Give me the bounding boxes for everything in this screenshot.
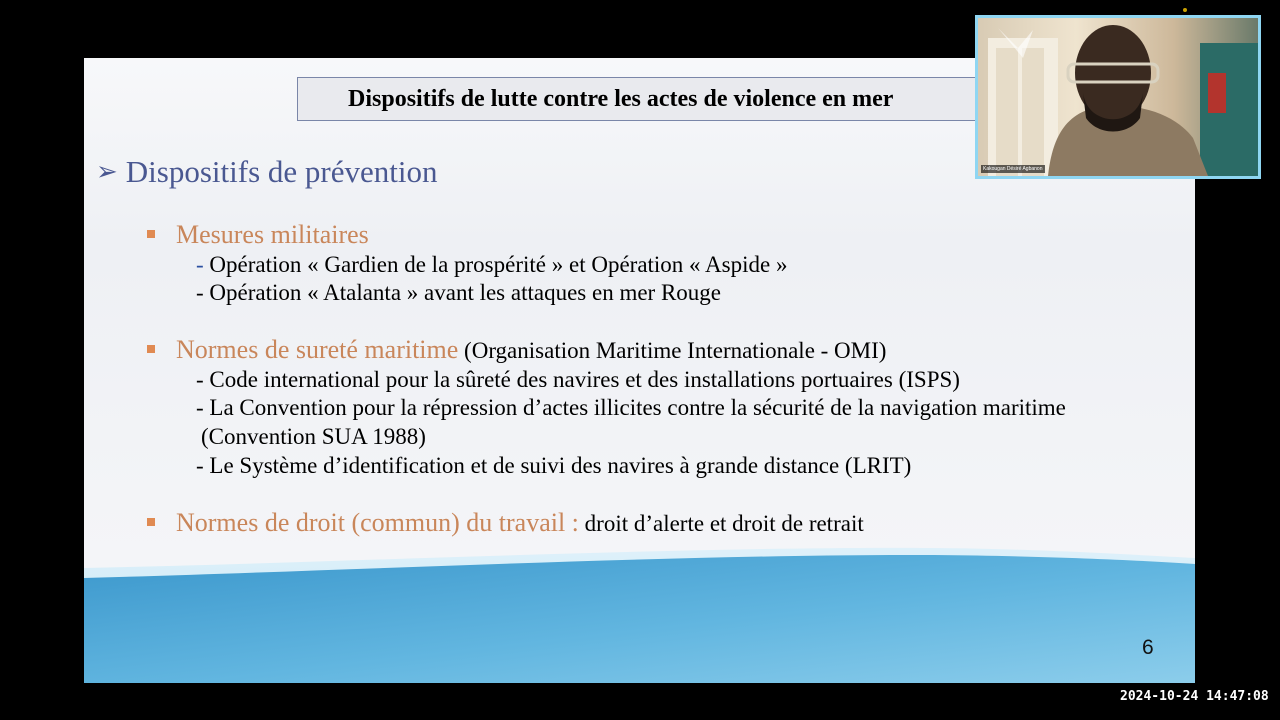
- list-item-text: La Convention pour la répression d’actes illicites contre la sécurité de la navigation maritime: [209, 395, 1066, 420]
- list-item-continuation: [201, 424, 426, 450]
- webcam-video-feed: [978, 18, 1258, 176]
- bullet-title-military: [176, 220, 369, 250]
- bullet-title-suffix: (Organisation Maritime Internationale - OMI): [458, 338, 887, 363]
- dash: -: [196, 280, 210, 305]
- list-item: [196, 395, 1066, 421]
- list-item: [196, 367, 960, 393]
- bullet-square-icon: [147, 518, 155, 526]
- bullet-title-maritime-security: [176, 335, 886, 365]
- slide-title: Dispositifs de lutte contre les actes de violence en mer: [348, 86, 894, 112]
- list-item-text: Le Système d’identification et de suivi des navires à grande distance (LRIT): [209, 453, 912, 478]
- list-item-text: Opération « Gardien de la prospérité » et Opération « Aspide »: [209, 252, 788, 277]
- section-heading: [96, 154, 437, 190]
- arrow-right-icon: ➢: [96, 157, 118, 186]
- bullet-title-text: Normes de sureté maritime: [176, 335, 459, 364]
- bullet-title-text: Mesures militaires: [176, 220, 369, 249]
- list-item-text: Opération « Atalanta » avant les attaques en mer Rouge: [209, 280, 722, 305]
- dash: -: [196, 367, 210, 392]
- list-item-text: Code international pour la sûreté des navires et des installations portuaires (ISPS): [209, 367, 960, 392]
- webcam-video-tile[interactable]: [975, 15, 1261, 179]
- section-heading-text: Dispositifs de prévention: [125, 154, 438, 189]
- dash: -: [196, 252, 210, 277]
- list-item: [196, 280, 721, 306]
- bullet-square-icon: [147, 230, 155, 238]
- participant-name-label: Kakougan Désiré Agbanon: [983, 166, 1043, 172]
- recording-indicator-dot: [1183, 8, 1187, 12]
- list-item-text: (Convention SUA 1988): [201, 424, 426, 449]
- bullet-square-icon: [147, 345, 155, 353]
- list-item: [196, 252, 787, 278]
- recording-timestamp: 2024-10-24 14:47:08: [1120, 689, 1269, 704]
- dash: -: [196, 453, 210, 478]
- bullet-title-suffix: droit d’alerte et droit de retrait: [578, 511, 864, 536]
- dash: -: [196, 395, 210, 420]
- bullet-title-text: Normes de droit (commun) du travail :: [176, 508, 579, 537]
- list-item: [196, 453, 911, 479]
- slide-page-number: 6: [1142, 636, 1154, 659]
- bullet-title-labour-law: [176, 508, 864, 538]
- slide-title-box: [297, 77, 1017, 121]
